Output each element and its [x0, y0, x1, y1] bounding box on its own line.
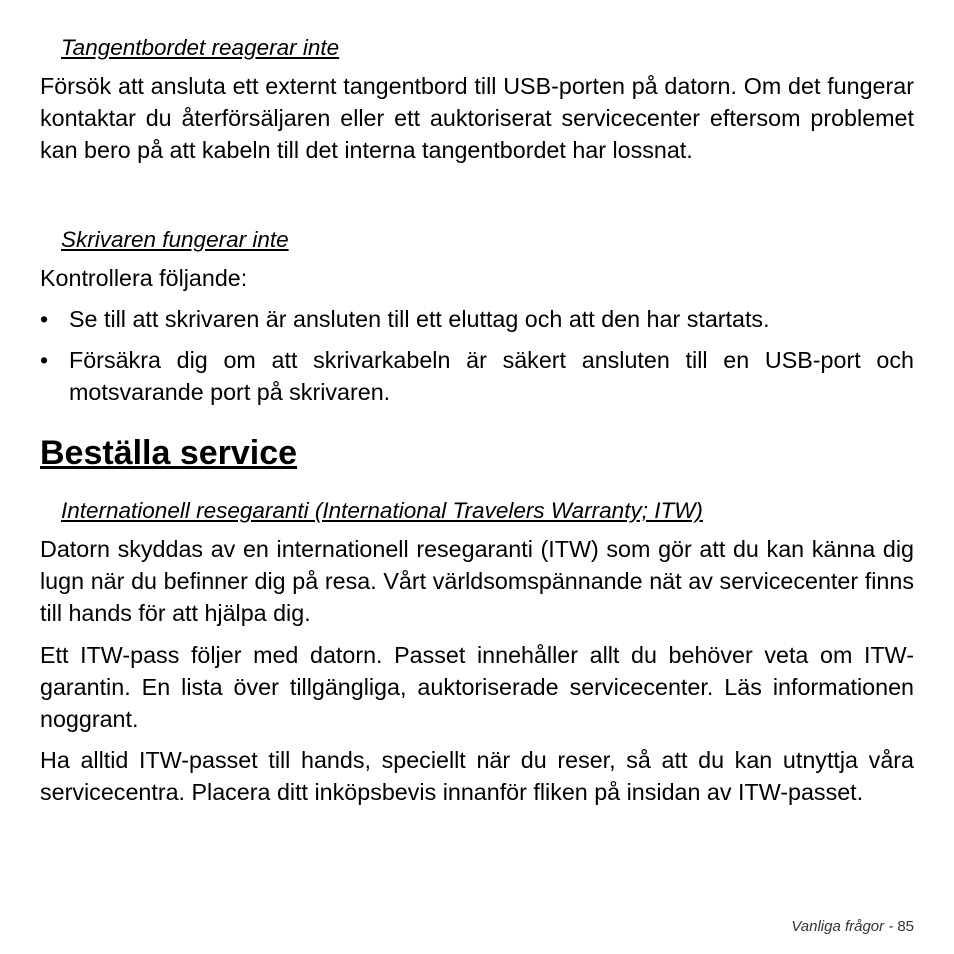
printer-checklist: [40, 303, 914, 408]
page-number: 85: [897, 918, 914, 935]
itw-paragraph-2: Ett ITW-pass följer med datorn. Passet innehåller allt du behöver veta om ITW-garantin. En lista över tillgängliga, auktoriserade servicecenter. Läs informationen noggrant.: [40, 642, 914, 732]
printer-heading: Skrivaren fungerar inte: [61, 227, 289, 252]
keyboard-heading: Tangentbordet reagerar inte: [61, 35, 340, 60]
list-item: [40, 303, 914, 335]
bullet-icon: •: [40, 347, 49, 373]
list-item: [40, 344, 914, 408]
printer-intro: Kontrollera följande:: [40, 265, 248, 291]
list-item-text: Se till att skrivaren är ansluten till ett eluttag och att den har startats.: [69, 306, 770, 332]
page-footer: [791, 918, 914, 935]
bullet-icon: •: [40, 306, 49, 332]
itw-paragraph-3: Ha alltid ITW-passet till hands, speciellt när du reser, så att du kan utnyttja våra servicecentra. Placera ditt inköpsbevis innanför fliken på insidan av ITW-passet.: [40, 747, 914, 805]
section-title: Beställa service: [40, 434, 298, 472]
itw-heading: Internationell resegaranti (International Travelers Warranty; ITW): [61, 498, 703, 523]
keyboard-text: Försök att ansluta ett externt tangentbord till USB-porten på datorn. Om det fungerar kontaktar du återförsäljaren eller ett auktoriserat servicecenter eftersom problemet kan bero på att kabeln till det interna tangentbordet har lossnat.: [40, 73, 914, 163]
footer-label: Vanliga frågor -: [791, 918, 894, 935]
itw-paragraph-1: Datorn skyddas av en internationell resegaranti (ITW) som gör att du kan känna dig lugn när du befinner dig på resa. Vårt världsomspännande nät av servicecenter finns till hands för att hjälpa dig.: [40, 536, 914, 626]
list-item-text: Försäkra dig om att skrivarkabeln är säkert ansluten till en USB-port och motsvarande port på skrivaren.: [69, 347, 914, 405]
